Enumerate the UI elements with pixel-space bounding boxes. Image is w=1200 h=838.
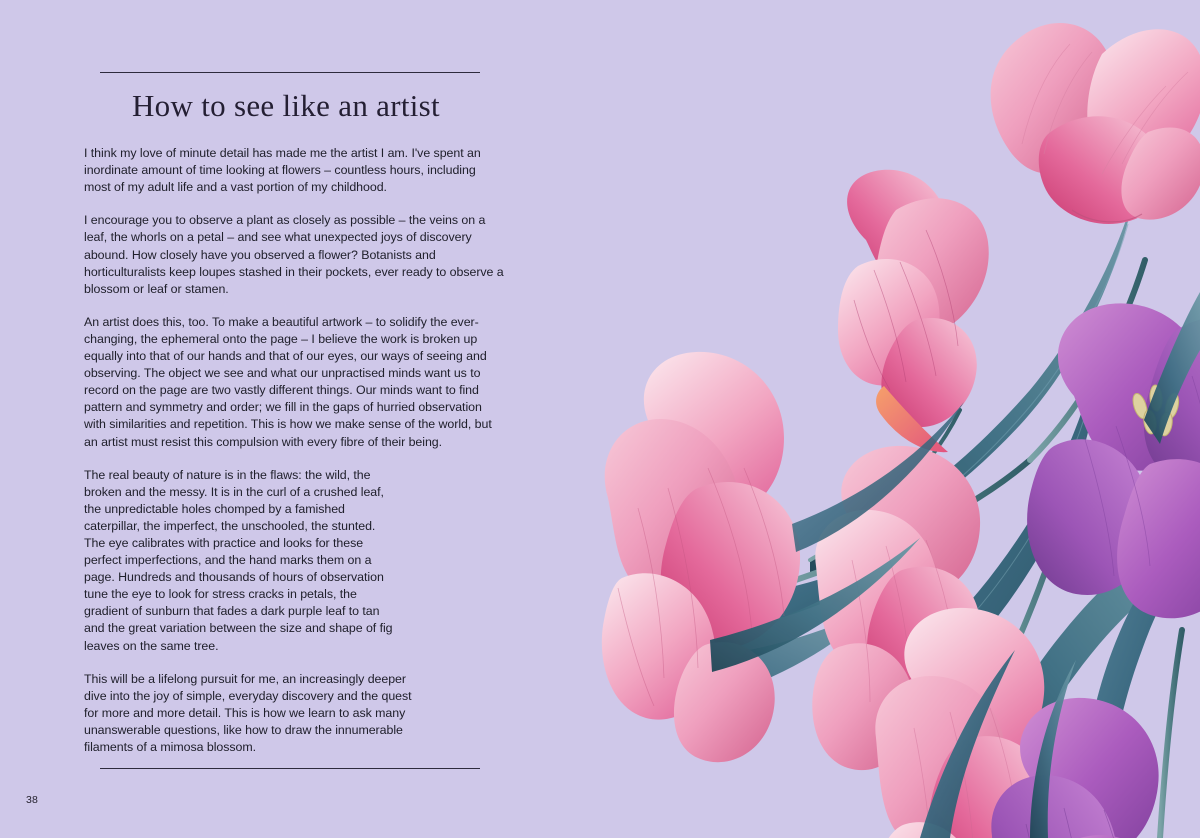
botanical-illustration bbox=[560, 0, 1200, 838]
page-title: How to see like an artist bbox=[132, 88, 440, 123]
body-paragraph-1: I think my love of minute detail has made me the artist I am. I've spent an inordinate amount of time looking at flowers – countless hours, including most of my adult life and a vast portion of my childhood. bbox=[84, 146, 481, 195]
text-column bbox=[84, 72, 504, 756]
divider-top bbox=[100, 72, 480, 73]
page-number: 38 bbox=[26, 794, 39, 806]
divider-bottom bbox=[100, 768, 480, 769]
body-paragraph-2: I encourage you to observe a plant as closely as possible – the veins on a leaf, the whorls on a petal – and see what unexpected joys of discovery abound. How closely have you observed a flower? Botanists and horticulturalists keep loupes stashed in their pockets, ever ready to observe a blossom or leaf or stamen. bbox=[84, 213, 504, 296]
body-paragraph-3: An artist does this, too. To make a beautiful artwork – to solidify the ever-changing, the ephemeral onto the page – I believe the work is broken up equally into that of our hands and that of our eyes, our ways of seeing and observing. The object we see and what our unpractised minds want us to record on the page are two vastly different things. Our minds want to find pattern and symmetry and order; we fill in the gaps of hurried observation with similarities and repetition. This is how we make sense of the world, but an artist must resist this compulsion with every fibre of their being. bbox=[84, 314, 492, 449]
body-paragraph-5: This will be a lifelong pursuit for me, an increasingly deeper dive into the joy of simple, everyday discovery and the quest for more and more detail. This is how we learn to ask many unanswerable questions, like how to draw the innumerable filaments of a mimosa blossom. bbox=[84, 671, 412, 754]
body-paragraph-4: The real beauty of nature is in the flaws: the wild, the broken and the messy. It is in the curl of a crushed leaf, the unpredictable holes chomped by a famished caterpillar, the imperfect, the unschooled, the stunted. The eye calibrates with practice and looks for these perfect imperfections, and the hand marks them on a page. Hundreds and thousands of hours of observation tune the eye to look for stress cracks in petals, the gradient of sunburn that fades a dark purple leaf to tan and the great variation between the size and shape of fig leaves on the same tree. bbox=[84, 467, 393, 653]
